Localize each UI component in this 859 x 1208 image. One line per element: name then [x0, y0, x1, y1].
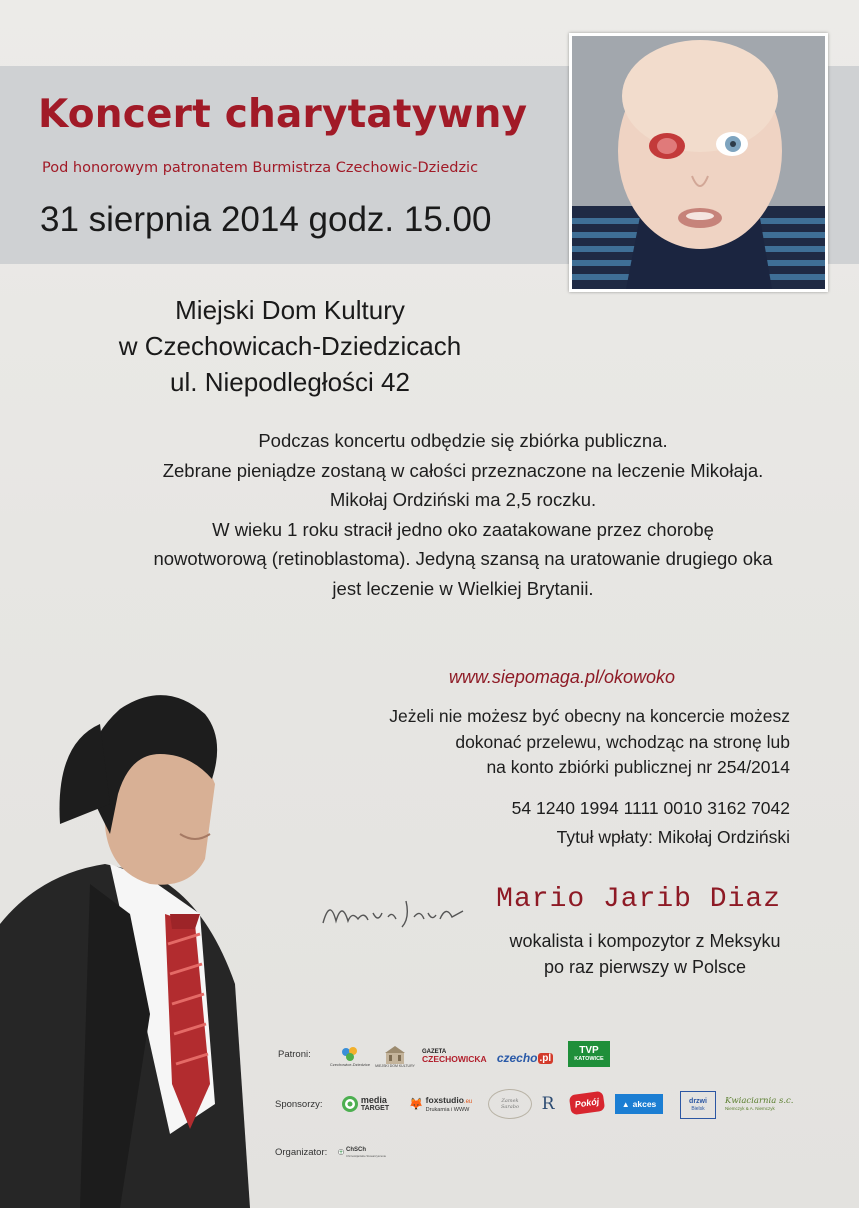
- gazeta-czechowicka-logo: [422, 1046, 487, 1066]
- foxstudio-logo: [403, 1092, 478, 1116]
- description-block: [100, 426, 826, 603]
- tvp-katowice-logo: [568, 1041, 610, 1067]
- venue-line: ul. Niepodległości 42: [170, 367, 410, 397]
- mdk-logo: [375, 1042, 415, 1072]
- poster-title: Koncert charytatywny: [38, 92, 528, 137]
- patronage-line: Pod honorowym patronatem Burmistrza Czechowic-Dziedzic: [42, 160, 479, 176]
- artist-name: Mario Jarib Diaz: [496, 884, 781, 915]
- zamek-logo: [488, 1089, 532, 1119]
- drzwi-logo: [680, 1091, 716, 1119]
- venue-block: [40, 292, 540, 400]
- gazeta-logo-bottom: CZECHOWICKA: [422, 1053, 487, 1064]
- media-logo-top: media: [360, 1094, 387, 1105]
- czecho-logo-tld: .pl: [539, 1052, 552, 1064]
- venue-line: Miejski Dom Kultury: [175, 295, 405, 325]
- czechowice-logo: [330, 1040, 370, 1072]
- description-line: Podczas koncertu odbędzie się zbiórka publiczna.: [258, 430, 668, 451]
- r-logo-text: R: [541, 1094, 555, 1114]
- chsch-logo-text: ChSCh: [346, 1146, 367, 1153]
- pokoj-logo: [569, 1091, 605, 1116]
- account-number: 54 1240 1994 1111 0010 3162 7042: [511, 798, 790, 818]
- sponsors-label: Sponsorzy:: [275, 1099, 323, 1110]
- donation-line: Jeżeli nie możesz być obecny na koncercie możesz: [389, 706, 790, 726]
- r-logo: [537, 1092, 559, 1116]
- donation-text: [270, 704, 790, 781]
- transfer-title: Tytuł wpłaty: Mikołaj Ordziński: [556, 827, 790, 847]
- event-datetime: 31 sierpnia 2014 godz. 15.00: [40, 200, 492, 239]
- akces-logo: [615, 1094, 663, 1114]
- media-target-logo: [335, 1092, 395, 1116]
- child-photo: [572, 36, 825, 289]
- donation-line: na konto zbiórki publicznej nr 254/2014: [486, 757, 790, 777]
- description-line: Mikołaj Ordziński ma 2,5 roczku.: [329, 489, 597, 510]
- foxstudio-logo-tld: .eu: [463, 1099, 473, 1105]
- mdk-logo-text: MIEJSKI DOM KULTURY: [375, 1064, 415, 1068]
- kwiaciarnia-logo: [725, 1092, 803, 1116]
- foxstudio-logo-bottom: Drukarnia i WWW: [425, 1107, 470, 1113]
- chsch-emblem-icon: [338, 1144, 344, 1160]
- artist-description-line: wokalista i kompozytor z Meksyku: [509, 931, 781, 951]
- gazeta-logo-top: GAZETA: [422, 1048, 447, 1055]
- tvp-logo-bottom: KATOWICE: [574, 1056, 604, 1062]
- drzwi-logo-top: drzwi: [689, 1098, 707, 1105]
- media-logo-bottom: TARGET: [360, 1104, 390, 1112]
- artist-description: [470, 928, 820, 980]
- pokoj-logo-text: Pokój: [574, 1096, 600, 1110]
- fox-icon: 🦊: [408, 1097, 424, 1111]
- chsch-logo-sub: Chrześcijańskie Stowarzyszenie: [346, 1153, 386, 1158]
- zamek-logo-text: Zamek Sarabo: [501, 1098, 519, 1110]
- chsch-logo: [338, 1141, 386, 1163]
- czechowice-logo-text: Czechowice-Dziedzice: [329, 1061, 371, 1067]
- description-line: nowotworową (retinoblastoma). Jedyną szansą na uratowanie drugiego oka: [153, 548, 773, 569]
- description-line: W wieku 1 roku stracił jedno oko zaatakowane przez chorobę: [212, 518, 714, 540]
- drzwi-logo-bottom: Bielsk: [691, 1106, 705, 1112]
- czecho-pl-logo: [496, 1048, 554, 1068]
- tvp-logo-top: TVP: [579, 1045, 599, 1056]
- akces-logo-text: akces: [632, 1099, 657, 1109]
- kwiaciarnia-logo-sub: Niemczyk & A. Niemczyk: [725, 1106, 775, 1111]
- donation-website-link[interactable]: www.siepomaga.pl/okowoko: [448, 667, 675, 687]
- artist-signature: [318, 893, 468, 933]
- donation-line: dokonać przelewu, wchodząc na stronę lub: [455, 731, 790, 752]
- akces-icon: ▲: [621, 1099, 630, 1109]
- description-line: Zebrane pieniądze zostaną w całości przeznaczone na leczenie Mikołaja.: [162, 459, 764, 481]
- description-line: jest leczenie w Wielkiej Brytanii.: [332, 577, 594, 599]
- artist-photo: [0, 684, 300, 1208]
- artist-description-line: po raz pierwszy w Polsce: [543, 957, 747, 977]
- czecho-logo-text: czecho: [496, 1051, 538, 1065]
- foxstudio-logo-top: foxstudio: [425, 1095, 464, 1105]
- czechowice-emblem-icon: [340, 1046, 360, 1062]
- child-photo-frame: [569, 33, 828, 292]
- patrons-label: Patroni:: [278, 1049, 311, 1060]
- account-block: [512, 794, 790, 852]
- venue-line: w Czechowicach-Dziedzicach: [118, 331, 462, 361]
- target-icon: [341, 1095, 359, 1113]
- building-icon: [384, 1046, 406, 1064]
- organizer-label: Organizator:: [275, 1147, 328, 1158]
- kwiaciarnia-logo-text: Kwiaciarnia s.c.: [725, 1096, 794, 1106]
